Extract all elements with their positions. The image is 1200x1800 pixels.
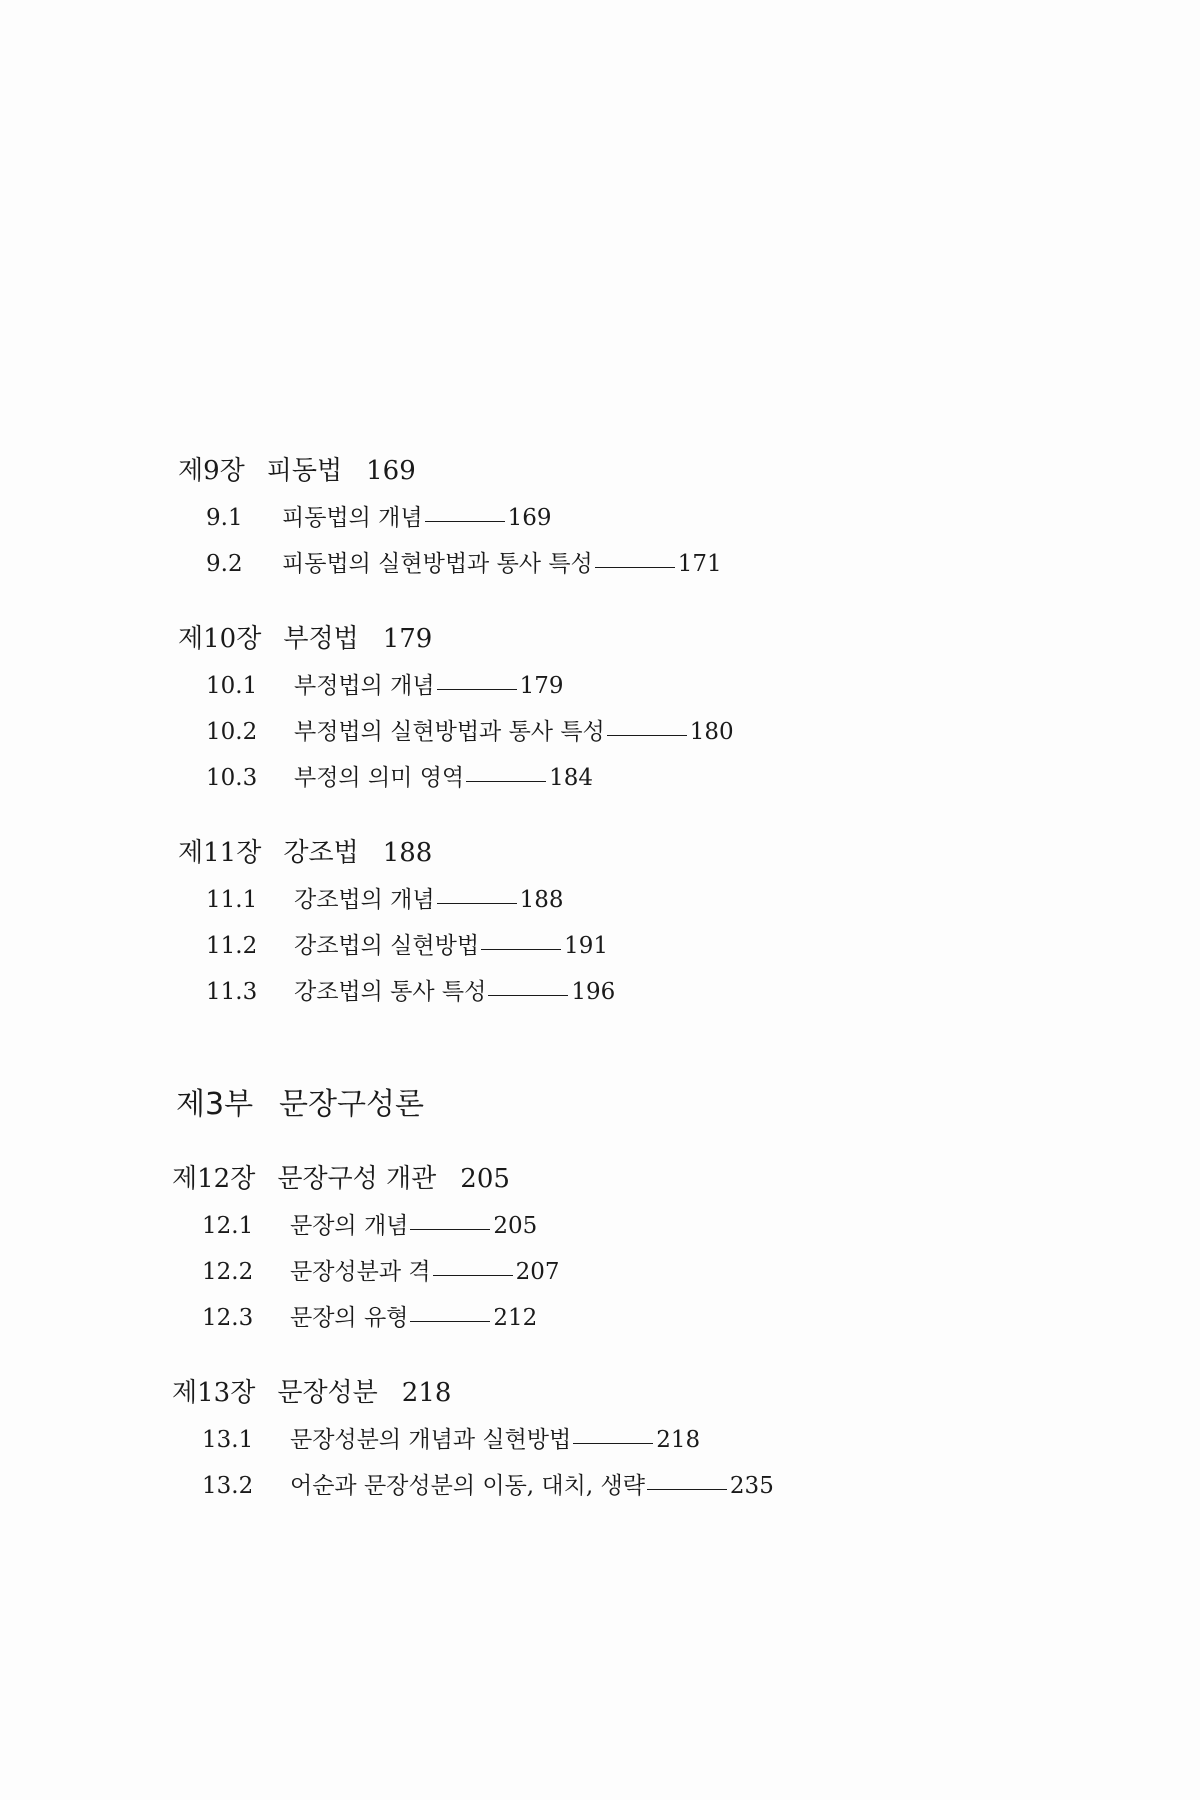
page-number: 205 [460,1164,510,1194]
section-number: 13.1 [202,1427,254,1453]
section-13-2 [202,1475,774,1498]
section-title: 강조법의 실현방법 [294,933,480,959]
page-number: 205 [493,1213,538,1239]
section-number: 10.3 [206,765,258,791]
page-number: 179 [519,673,564,699]
chapter-title: 부정법 [283,624,359,654]
leader-line [437,903,517,904]
page-number: 207 [515,1259,560,1285]
leader-line [573,1443,653,1444]
section-11-3 [206,981,615,1004]
section-12-2 [202,1261,560,1284]
section-10-1 [206,675,564,698]
chapter-9-heading [178,458,416,484]
section-13-1 [202,1429,700,1452]
part-number: 제3부 [176,1087,254,1122]
section-number: 9.2 [206,551,243,577]
section-number: 11.2 [206,933,258,959]
page-number: 218 [656,1427,701,1453]
chapter-10-heading [178,626,432,652]
section-number: 11.1 [206,887,258,913]
section-9-1 [206,507,552,530]
leader-line [481,949,561,950]
page-number: 212 [493,1305,538,1331]
leader-line [466,781,546,782]
section-10-2 [206,721,734,744]
page-number: 235 [729,1473,774,1499]
leader-line [437,689,517,690]
page-number: 184 [549,765,594,791]
leader-line [607,735,687,736]
section-number: 12.2 [202,1259,254,1285]
section-9-2 [206,553,722,576]
section-number: 9.1 [206,505,243,531]
section-10-3 [206,767,593,790]
leader-line [410,1229,490,1230]
section-title: 강조법의 개념 [294,887,435,913]
section-title: 피동법의 실현방법과 통사 특성 [282,551,593,577]
page-number: 169 [507,505,552,531]
section-title: 문장의 유형 [290,1305,409,1331]
section-11-1 [206,889,564,912]
section-title: 피동법의 개념 [282,505,423,531]
section-number: 12.3 [202,1305,254,1331]
section-number: 10.1 [206,673,258,699]
page-number: 188 [382,838,433,868]
chapter-title: 강조법 [283,838,359,868]
page-number: 179 [382,624,433,654]
page-number: 171 [677,551,722,577]
section-title: 문장성분과 격 [290,1259,431,1285]
section-title: 어순과 문장성분의 이동, 대치, 생략 [290,1473,645,1499]
chapter-number: 제12장 [172,1164,256,1194]
leader-line [647,1489,727,1490]
section-number: 12.1 [202,1213,254,1239]
section-title: 부정법의 개념 [294,673,435,699]
chapter-number: 제9장 [178,456,245,486]
section-number: 10.2 [206,719,258,745]
leader-line [425,521,505,522]
chapter-12-heading [172,1166,510,1192]
chapter-title: 문장성분 [277,1378,378,1408]
section-title: 문장의 개념 [290,1213,409,1239]
part-title: 문장구성론 [279,1087,424,1122]
section-title: 부정법의 실현방법과 통사 특성 [294,719,605,745]
chapter-number: 제11장 [178,838,262,868]
section-number: 13.2 [202,1473,254,1499]
page-number: 196 [571,979,616,1005]
chapter-title: 문장구성 개관 [277,1164,437,1194]
page-number: 169 [366,456,416,486]
section-11-2 [206,935,608,958]
page-number: 191 [564,933,608,959]
leader-line [410,1321,490,1322]
chapter-number: 제10장 [178,624,262,654]
chapter-13-heading [172,1380,451,1406]
chapter-11-heading [178,840,432,866]
section-title: 문장성분의 개념과 실현방법 [290,1427,572,1453]
part-3-heading [176,1087,424,1122]
chapter-title: 피동법 [266,456,343,486]
page-number: 180 [689,719,734,745]
section-12-3 [202,1307,537,1330]
section-12-1 [202,1215,537,1238]
leader-line [488,995,568,996]
page-number: 188 [519,887,564,913]
section-number: 11.3 [206,979,258,1005]
section-title: 강조법의 통사 특성 [294,979,487,1005]
section-title: 부정의 의미 영역 [294,765,465,791]
leader-line [595,567,675,568]
leader-line [433,1275,513,1276]
chapter-number: 제13장 [172,1378,256,1408]
page-number: 218 [401,1378,452,1408]
